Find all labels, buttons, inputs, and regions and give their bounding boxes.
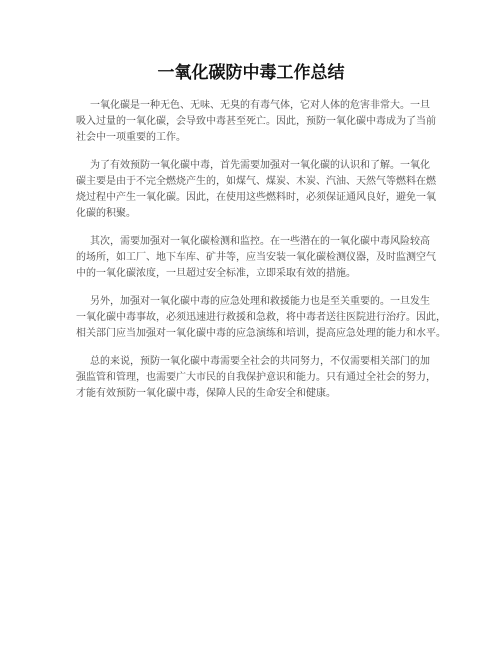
- paragraph-line: 碳主要是由于不完全燃烧产生的，如煤气、煤炭、木炭、汽油、天然气等燃料在燃: [76, 176, 436, 187]
- paragraph-line: 吸入过量的一氧化碳，会导致中毒甚至死亡。因此，预防一氧化碳中毒成为了当前: [76, 116, 436, 127]
- paragraph-line: 的场所，如工厂、地下车库、矿井等，应当安装一氧化碳检测仪器，及时监测空气: [76, 252, 436, 263]
- paragraph-line: 中的一氧化碳浓度，一旦超过安全标准，立即采取有效的措施。: [76, 268, 356, 279]
- paragraph-3: [76, 234, 436, 282]
- paragraph-line: 化碳的积聚。: [76, 208, 136, 219]
- paragraph-line: 社会中一项重要的工作。: [76, 132, 186, 143]
- paragraph-line: 相关部门应当加强对一氧化碳中毒的应急演练和培训，提高应急处理的能力和水平。: [76, 328, 446, 339]
- paragraph-line: 才能有效预防一氧化碳中毒，保障人民的生命安全和健康。: [76, 388, 336, 399]
- paragraph-line: 一氧化碳是一种无色、无味、无臭的有毒气体，它对人体的危害非常大。一旦: [90, 100, 430, 111]
- paragraph-4: [76, 294, 446, 342]
- paragraph-line: 其次，需要加强对一氧化碳检测和监控。在一些潜在的一氧化碳中毒风险较高: [90, 236, 430, 247]
- paragraph-1: [76, 98, 436, 146]
- paragraph-line: 另外，加强对一氧化碳中毒的应急处理和救援能力也是至关重要的。一旦发生: [90, 296, 430, 307]
- paragraph-line: 一氧化碳中毒事故，必须迅速进行救援和急救，将中毒者送往医院进行治疗。因此，: [76, 312, 446, 323]
- paragraph-line: 强监管和管理，也需要广大市民的自我保护意识和能力。只有通过全社会的努力，: [76, 372, 436, 383]
- paragraph-5: [76, 354, 436, 402]
- paragraph-line: 总的来说，预防一氧化碳中毒需要全社会的共同努力，不仅需要相关部门的加: [90, 356, 430, 367]
- paragraph-2: [76, 158, 436, 222]
- paragraph-line: 为了有效预防一氧化碳中毒，首先需要加强对一氧化碳的认识和了解。一氧化: [90, 160, 430, 171]
- paragraph-line: 烧过程中产生一氧化碳。因此，在使用这些燃料时，必须保证通风良好，避免一氧: [76, 192, 436, 203]
- document-body: [76, 98, 446, 414]
- document-title: 一氧化碳防中毒工作总结: [157, 63, 345, 83]
